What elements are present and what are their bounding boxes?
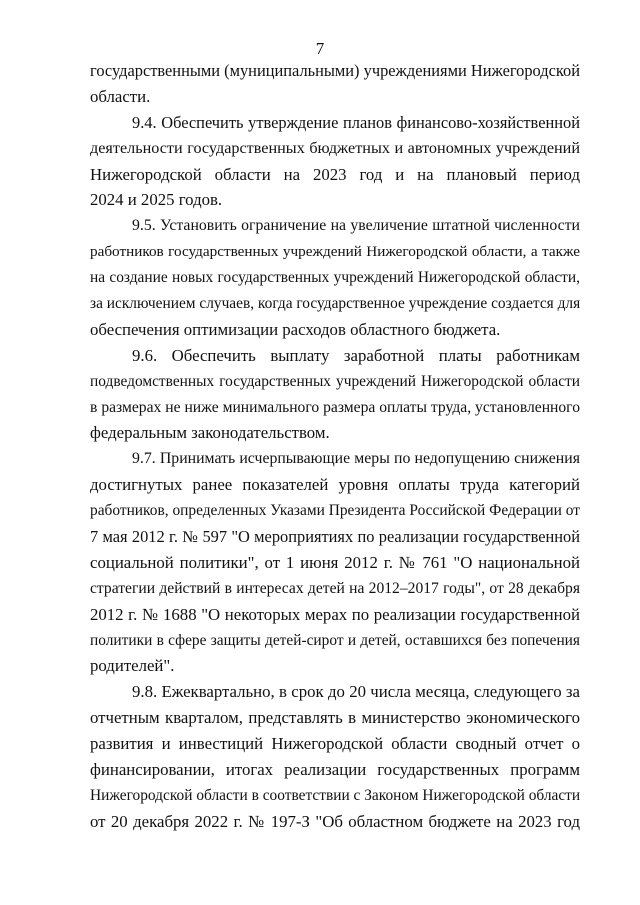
text-line: стратегии действий в интересах детей на 2012–2017 годы", от 28 декабря xyxy=(90,579,580,597)
text-line: работников, определенных Указами Президента Российской Федерации от xyxy=(90,502,580,520)
text-line: в размерах не ниже минимального размера оплаты труда, установленного xyxy=(90,398,580,416)
text-line: 9.8. Ежеквартально, в срок до 20 числа месяца, следующего за xyxy=(132,682,580,702)
text-line: 2012 г. № 1688 "О некоторых мерах по реализации государственной xyxy=(90,604,580,624)
text-line: Нижегородской области на 2023 год и на плановый период xyxy=(90,164,580,184)
document-body xyxy=(90,58,580,835)
text-line: от 20 декабря 2022 г. № 197-З "Об областном бюджете на 2023 год xyxy=(90,811,580,831)
text-line: 9.6. Обеспечить выплату заработной платы работникам xyxy=(132,345,580,365)
text-line: 9.7. Принимать исчерпывающие меры по недопущению снижения xyxy=(132,450,580,468)
text-line: государственными (муниципальными) учреждениями Нижегородской xyxy=(90,61,580,80)
text-line: за исключением случаев, когда государственное учреждение создается для xyxy=(90,295,581,313)
text-line: области. xyxy=(90,86,151,106)
text-line: на создание новых государственных учреждений Нижегородской области, xyxy=(90,269,580,287)
text-line: федеральным законодательством. xyxy=(90,423,330,443)
text-line: отчетным кварталом, представлять в министерство экономического xyxy=(90,708,580,728)
text-line: финансировании, итогах реализации государственных программ xyxy=(90,760,580,780)
text-line: 9.4. Обеспечить утверждение планов финансово-хозяйственной xyxy=(132,112,580,132)
text-line: политики в сфере защиты детей-сирот и детей, оставшихся без попечения xyxy=(90,631,580,649)
text-line: развития и инвестиций Нижегородской области сводный отчет о xyxy=(90,734,580,754)
text-line: достигнутых ранее показателей уровня оплаты труда категорий xyxy=(90,475,580,495)
text-line: родителей". xyxy=(90,656,175,676)
text-line: 7 мая 2012 г. № 597 "О мероприятиях по реализации государственной xyxy=(90,527,580,547)
text-line: социальной политики", от 1 июня 2012 г. № 761 "О национальной xyxy=(90,552,580,572)
text-line: 2024 и 2025 годов. xyxy=(90,190,223,210)
text-line: работников государственных учреждений Нижегородской области, а также xyxy=(90,243,580,261)
text-line: обеспечения оптимизации расходов областного бюджета. xyxy=(90,319,501,339)
text-line: подведомственных государственных учреждений Нижегородской области xyxy=(90,372,580,390)
text-line: Нижегородской области в соответствии с Законом Нижегородской области xyxy=(90,786,581,804)
text-line: деятельности государственных бюджетных и автономных учреждений xyxy=(90,138,580,157)
page-number: 7 xyxy=(315,39,325,58)
text-line: 9.5. Установить ограничение на увеличение штатной численности xyxy=(132,217,580,235)
